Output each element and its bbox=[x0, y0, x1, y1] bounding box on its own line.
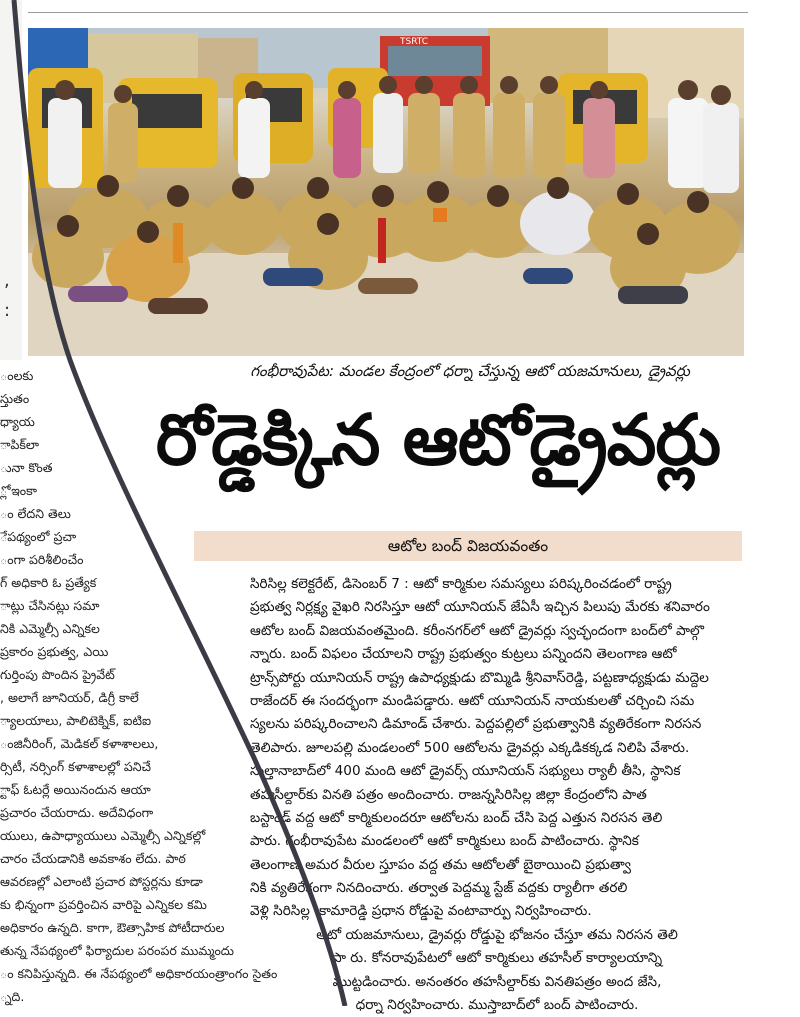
adjacent-line: ంలకు bbox=[0, 368, 34, 383]
article-body bbox=[250, 573, 744, 1017]
adjacent-line: నికి ఎమ్మెల్సీ ఎన్నికల bbox=[0, 621, 100, 636]
adjacent-line: ధ్యాయ bbox=[0, 414, 35, 429]
adjacent-line: యులు, ఉపాధ్యాయులు ఎమ్మెల్సీ ఎన్నికల్లో bbox=[0, 828, 206, 843]
adjacent-line: ప్రచారం చేయరాదు. అదేవిధంగా bbox=[0, 805, 154, 820]
adjacent-line: ంజినీరింగ్, మెడికల్ కళాశాలలు, bbox=[0, 736, 159, 751]
body-line: పా రు. కోనరావుపేటలో ఆటో కార్మికులు తహసీల్ కార్యాలయాన్ని bbox=[331, 950, 663, 967]
adjacent-line: కు భిన్నంగా ప్రవర్తించిన వారిపై ఎన్నికల కమి bbox=[0, 897, 207, 912]
protest-photo-illustration bbox=[28, 28, 744, 356]
body-line: స్యలను పరిష్కరించాలని డిమాండ్ చేశారు. పెద్దపల్లిలో ప్రభుత్వానికి వ్యతిరేకంగా నిరసన bbox=[250, 716, 702, 733]
body-line: తహసీల్దార్‌కు వినతి పత్రం అందించారు. రాజన్నసిరిసిల్ల జిల్లా కేంద్రంలోని పాత bbox=[250, 786, 647, 803]
adjacent-line: ఆవరణల్లో ఎలాంటి ప్రచార పోస్టర్లను కూడా bbox=[0, 874, 203, 889]
body-line: నికి వ్యతిరేకంగా నినదించారు. తర్వాత పెద్దమ్మ స్టేజ్ వద్దకు ర్యాలీగా తరలి bbox=[250, 880, 628, 897]
adjacent-line: ్లో ఇంకా bbox=[0, 483, 37, 498]
adjacent-line: గ్ అధికారి ఓ ప్రత్యేక bbox=[0, 575, 97, 590]
adjacent-line: ాట్లు చేసినట్లు సమా bbox=[0, 598, 100, 613]
adjacent-line: ్టాఫ్ ఓటర్లే అయినందున ఆయా bbox=[0, 782, 151, 797]
adjacent-line: తున్న నేపథ్యంలో ఫిర్యాదుల పరంపర ముమ్మందు bbox=[0, 943, 234, 958]
adjacent-article-column bbox=[0, 360, 322, 1006]
adjacent-line: ునా కొంత bbox=[0, 460, 53, 475]
adjacent-line: అధికారం ఉన్నది. కాగా, ఔత్సాహిక పోటీదారుల bbox=[0, 920, 225, 935]
body-line: ఆటోల బంద్ విజయవంతమైంది. కరీంనగర్‌లో ఆటో డ్రైవర్లు స్వచ్ఛందంగా బంద్‌లో పాల్గొ bbox=[250, 622, 705, 639]
adjacent-line: , అలాగే జూనియర్, డిగ్రీ కాలే bbox=[0, 690, 139, 705]
body-line: పారు. గంభీరావుపేట మండలంలో ఆటో కార్మికులు బంద్ పాటించారు. స్థానిక bbox=[250, 833, 639, 850]
left-margin-mark: , bbox=[4, 270, 10, 291]
body-line: ఆటో యజమానులు, డ్రైవర్లు రోడ్డుపై భోజనం చేస్తూ తమ నిరసన తెలి bbox=[316, 926, 678, 943]
protest-photo bbox=[28, 28, 744, 356]
adjacent-line: ర్సిటీ, నర్సింగ్ కళాశాలల్లో పనిచే bbox=[0, 759, 152, 774]
body-line: వెళ్లి సిరిసిల్ల -కామారెడ్డి ప్రధాన రోడ్డుపై వంటావార్పు నిర్వహించారు. bbox=[250, 903, 592, 920]
body-line: ట్రాన్స్‌పోర్టు యూనియన్ రాష్ట్ర ఉపాధ్యక్షుడు బొమ్మిడి శ్రీనివాస్‌రెడ్డి, పట్టణాధ్యక్షుడు మద్దెల bbox=[250, 669, 709, 686]
body-line: న్నారు. బంద్ విఫలం చేయాలని రాష్ట్ర ప్రభుత్వం కుట్రలు పన్నిందని తెలంగాణ ఆటో bbox=[250, 646, 677, 663]
adjacent-line: ్యాలయాలు, పాలిటెక్నిక్, ఐటిఐ bbox=[0, 713, 152, 728]
adjacent-line: ేపథ్యంలో ప్రచా bbox=[0, 529, 77, 544]
body-line: ముట్టడించారు. అనంతరం తహసీల్దార్‌కు వినతిపత్రం అంద జేసి, bbox=[332, 973, 662, 990]
body-line: ప్రభుత్వ నిర్లక్ష్య వైఖరి నిరసిస్తూ ఆటో యూనియన్ జేఏసీ ఇచ్చిన పిలుపు మేరకు శనివారం bbox=[250, 599, 710, 616]
photo-caption: గంభీరావుపేట: మండల కేంద్రంలో ధర్నా చేస్తున్న ఆటో యజమానులు, డ్రైవర్లు bbox=[250, 362, 690, 380]
top-rule bbox=[28, 12, 748, 13]
left-page-margin bbox=[0, 0, 22, 360]
body-line: తెలిపారు. జూలపల్లి మండలంలో 500 ఆటోలను డ్రైవర్లు ఎక్కడికక్కడ నిలిపి వేశారు. bbox=[250, 739, 690, 756]
headline: రోడ్డెక్కిన ఆటోడ్రైవర్లు bbox=[155, 399, 721, 481]
subheadline: ఆటోల బంద్ విజయవంతం bbox=[194, 531, 742, 561]
body-line: బస్టాండ్ వద్ద ఆటో కార్మికులందరూ ఆటోలను బంద్ చేసి పెద్ద ఎత్తున నిరసన తెలి bbox=[250, 809, 663, 826]
adjacent-line: చారం చేయడానికి అవకాశం లేదు. పాఠ bbox=[0, 851, 186, 866]
adjacent-line: ాపిక్‌లా bbox=[0, 437, 39, 452]
body-line: సుల్తానాబాద్‌లో 400 మంది ఆటో డ్రైవర్స్ యూనియన్ సభ్యులు ర్యాలీ తీసి, స్థానిక bbox=[250, 763, 681, 780]
body-line: రాజేందర్ ఈ సందర్భంగా మండిపడ్డారు. ఆటో యూనియన్ నాయకులతో చర్చించి సమ bbox=[250, 692, 695, 709]
adjacent-line: స్తుతం bbox=[0, 391, 30, 406]
adjacent-line: గుర్తింపు పొందిన ప్రైవేట్ bbox=[0, 667, 115, 682]
adjacent-line: ప్రకారం ప్రభుత్వ, ఎయి bbox=[0, 644, 109, 659]
adjacent-line: ం లేదని తెలు bbox=[0, 506, 71, 521]
bus-sign: TSRTC bbox=[400, 37, 429, 47]
body-line: ధర్నా నిర్వహించారు. ముస్తాబాద్‌లో బంద్ పాటించారు. bbox=[355, 997, 639, 1014]
adjacent-line: ్నది. bbox=[0, 989, 25, 1004]
left-margin-mark: : bbox=[4, 300, 11, 321]
adjacent-line: ంగా పరిశీలించేం bbox=[0, 552, 84, 567]
body-line: తెలంగాణ అమర వీరుల స్తూపం వద్ద తమ ఆటోలతో బైఠాయించి ప్రభుత్వా bbox=[250, 856, 631, 873]
body-line: సిరిసిల్ల కలెక్టరేట్, డిసెంబర్ 7 : ఆటో కార్మికుల సమస్యలు పరిష్కరించడంలో రాష్ట్ర bbox=[250, 576, 672, 592]
adjacent-line: ం కనిపిస్తున్నది. ఈ నేపథ్యంలో అధికారయంత్రాంగం సైతం bbox=[0, 966, 278, 981]
